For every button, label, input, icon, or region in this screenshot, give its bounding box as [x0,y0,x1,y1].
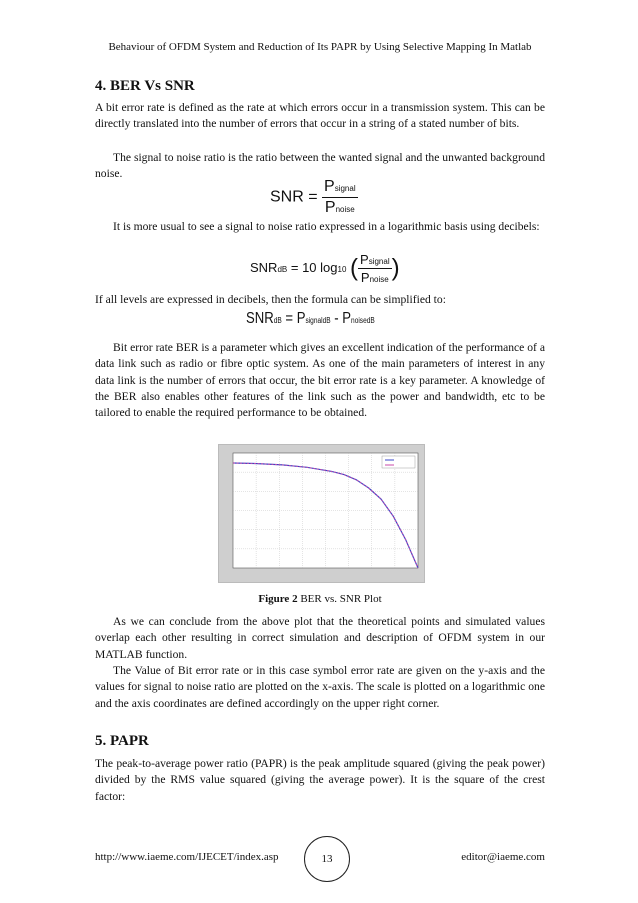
paragraph-ber-definition: A bit error rate is defined as the rate at which errors occur in a transmission system. This can be directly translated into the number of errors that occur in a string of a stated number of bits. [95,101,545,131]
eq2-fraction [358,252,392,285]
paragraph-snr-definition: The signal to noise ratio is the ratio between the wanted signal and the unwanted background noise. [95,151,545,181]
section-heading-ber-vs-snr: 4. BER Vs SNR [95,78,195,94]
equation-snr-db: SNRdB = 10 log10 ( $\frac{\text{Psignal}}{\text{Pnoise}}$ ) [250,252,400,285]
eq3-term1-sub: signal [305,316,323,325]
eq3-term2-sub: noise [351,316,367,325]
caption-text: BER vs. SNR Plot [297,593,382,605]
eq2-lhs-sub: dB [277,264,288,274]
paragraph-simplified: If all levels are expressed in decibels, then the formula can be simplified to: [95,293,446,306]
eq3-term1-sub2: dB [322,316,331,325]
eq3-term2-sub2: dB [366,316,375,325]
eq2-den-sub: noise [369,275,389,284]
equation-snr-ratio [270,178,358,217]
eq2-den-p: P [360,270,370,285]
eq1-den-p: P [324,199,336,216]
eq2-mid: = 10 log [290,259,338,275]
eq3-term1: P [296,310,306,327]
paragraph-plot-conclusion: As we can conclude from the above plot that the theoretical points and simulated values overlap each other resulting in correct simulation and description of OFDM system in our MATLAB function. [95,615,545,661]
eq1-fraction [322,178,358,217]
eq3-minus: - [334,310,339,327]
section-heading-papr: 5. PAPR [95,733,149,749]
eq1-den-sub: noise [335,205,355,214]
chart-legend-box [382,456,415,468]
eq2-num-sub: signal [368,257,390,266]
running-header: Behaviour of OFDM System and Reduction of Its PAPR by Using Selective Mapping In Matlab [108,41,532,53]
footer-email: editor@iaeme.com [461,851,545,863]
page-number [304,836,350,882]
eq3-lhs: SNR [246,310,274,327]
eq2-num-p: P [360,252,369,267]
eq1-num-p: P [324,178,335,195]
eq1-lhs: SNR = [270,188,318,206]
eq2-lhs: SNR [250,259,278,275]
paragraph-ber-performance: Bit error rate BER is a parameter which gives an excellent indication of the performance of a data link such as radio or fibre optic system. As one of the main parameters of interest in any data link is the number of errors that occur, the bit error rate is a key parameter. A knowledge of the BER also enables other features of the link such as the power and bandwidth, etc to be tailored to enable the required performance to be obtained. [95,341,545,420]
paragraph-papr-definition: The peak-to-average power ratio (PAPR) is the peak amplitude squared (giving the peak power) divided by the RMS value squared (giving the average power). It is the square of the crest factor: [95,757,545,803]
figure-ber-vs-snr [218,444,425,583]
eq3-equals: = [285,310,294,327]
paragraph-log-snr: It is more usual to see a signal to noise ratio expressed in a logarithmic basis using decibels: [113,220,540,233]
paragraph-axis-description: The Value of Bit error rate or in this case symbol error rate are given on the y-axis and the values for signal to noise ratio are plotted on the x-axis. The scale is plotted on a logarithmic one and the axis coordinates are defined accordingly on the upper right corner. [95,664,545,710]
caption-label: Figure 2 [258,593,298,605]
figure-caption [95,593,545,605]
equation-snr-db-simplified [246,310,375,328]
page-number-text: 13 [321,853,333,865]
eq3-term2: P [342,310,352,327]
eq2-log-sub: 10 [337,264,347,274]
eq1-num-sub: signal [334,184,356,193]
ber-snr-chart [219,445,424,582]
eq3-lhs-sub: dB [273,316,282,325]
footer-url: http://www.iaeme.com/IJECET/index.asp [95,851,279,863]
